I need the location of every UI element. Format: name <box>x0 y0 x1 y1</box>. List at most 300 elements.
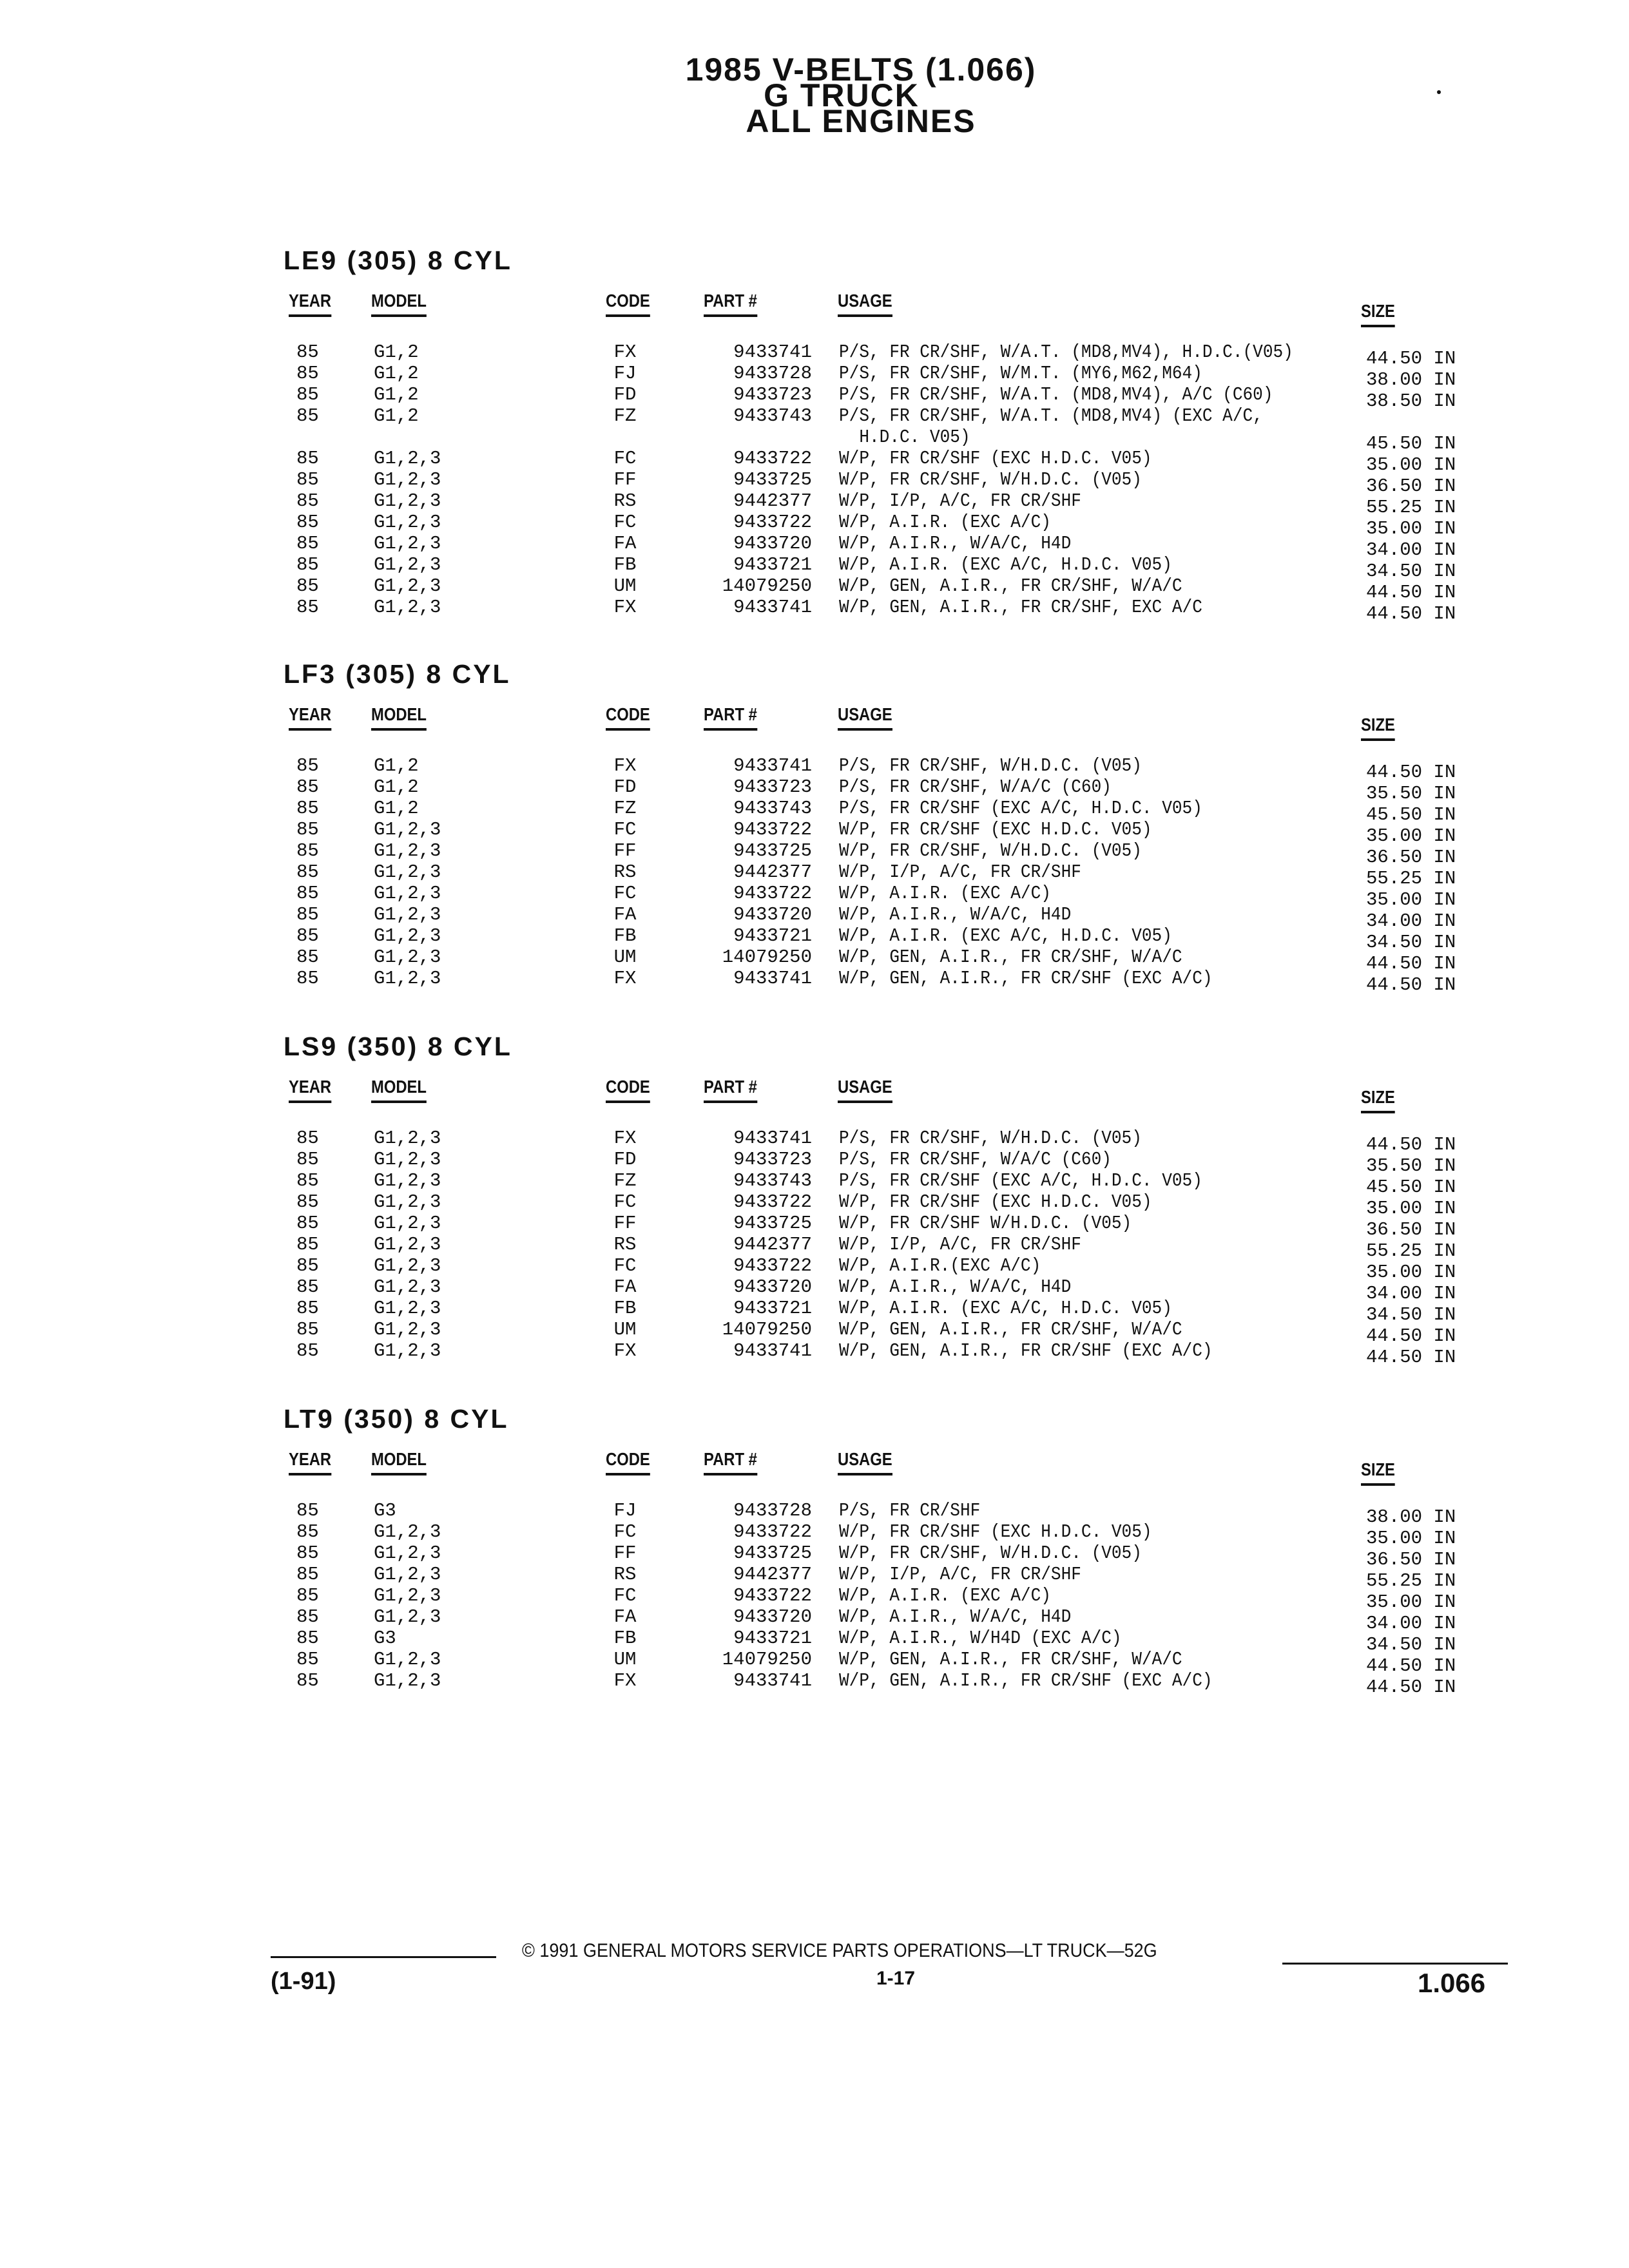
cell-part: 9433720 <box>733 1606 812 1628</box>
cell-year: 85 <box>296 597 319 618</box>
cell-size: 35.00 IN <box>1366 1262 1456 1283</box>
engine-section-lt9 <box>284 1403 1508 1698</box>
cell-usage: W/P, FR CR/SHF (EXC H.D.C. V05) <box>839 1521 1152 1542</box>
cell-model: G3 <box>374 1500 396 1521</box>
cell-size: 44.50 IN <box>1366 1325 1456 1347</box>
cell-code: FX <box>613 968 637 989</box>
cell-part: 9433725 <box>733 469 812 490</box>
cell-year: 85 <box>296 1500 319 1521</box>
cell-part: 9433725 <box>733 1213 812 1234</box>
cell-model: G1,2 <box>374 341 419 363</box>
cell-model: G1,2,3 <box>374 1521 441 1542</box>
cell-code: FD <box>613 776 637 798</box>
table-row <box>284 1319 1508 1347</box>
cell-size: 36.50 IN <box>1366 476 1456 497</box>
cell-part: 9433728 <box>733 1500 812 1521</box>
cell-size: 44.50 IN <box>1366 1677 1456 1698</box>
cell-usage: W/P, FR CR/SHF W/H.D.C. (V05) <box>839 1213 1132 1234</box>
cell-size: 35.00 IN <box>1366 1198 1456 1219</box>
cell-code: FC <box>613 1255 637 1276</box>
cell-code: RS <box>613 490 637 512</box>
table-row <box>284 1128 1508 1155</box>
cell-size: 35.00 IN <box>1366 825 1456 847</box>
cell-model: G1,2,3 <box>374 1340 441 1361</box>
cell-size: 34.00 IN <box>1366 910 1456 932</box>
cell-usage: W/P, I/P, A/C, FR CR/SHF <box>839 1234 1081 1255</box>
cell-part: 9433722 <box>733 1191 812 1213</box>
cell-code: FJ <box>613 1500 637 1521</box>
cell-usage: W/P, GEN, A.I.R., FR CR/SHF (EXC A/C) <box>839 1670 1213 1691</box>
col-part-header: PART # <box>704 1076 757 1103</box>
cell-usage: W/P, GEN, A.I.R., FR CR/SHF, W/A/C <box>839 1319 1182 1340</box>
cell-size: 55.25 IN <box>1366 868 1456 889</box>
cell-code: FX <box>613 1670 637 1691</box>
col-size-header: SIZE <box>1361 1086 1395 1113</box>
table-row <box>284 904 1508 932</box>
cell-year: 85 <box>296 968 319 989</box>
cell-code: FA <box>613 1276 637 1298</box>
cell-part: 9433722 <box>733 512 812 533</box>
cell-size: 44.50 IN <box>1366 762 1456 783</box>
cell-code: UM <box>613 575 637 597</box>
table-row <box>284 861 1508 889</box>
cell-year: 85 <box>296 554 319 575</box>
title-line-3: ALL ENGINES <box>746 103 976 139</box>
cell-usage: P/S, FR CR/SHF, W/A/C (C60) <box>839 1149 1112 1170</box>
cell-usage: W/P, A.I.R. (EXC A/C, H.D.C. V05) <box>839 554 1172 575</box>
footer-rule-right <box>1282 1963 1508 1965</box>
table-row <box>284 1670 1508 1698</box>
table-row <box>284 405 1508 427</box>
engine-section-lf3 <box>284 658 1508 995</box>
cell-part: 14079250 <box>722 947 812 968</box>
cell-usage: W/P, I/P, A/C, FR CR/SHF <box>839 861 1081 883</box>
cell-year: 85 <box>296 904 319 925</box>
cell-year: 85 <box>296 947 319 968</box>
cell-code: FX <box>613 1128 637 1149</box>
cell-year: 85 <box>296 819 319 840</box>
cell-usage: W/P, FR CR/SHF (EXC H.D.C. V05) <box>839 1191 1152 1213</box>
cell-model: G1,2,3 <box>374 533 441 554</box>
column-headers <box>284 290 1508 336</box>
cell-model: G1,2,3 <box>374 490 441 512</box>
cell-part: 9433743 <box>733 1170 812 1191</box>
table-row <box>284 1213 1508 1240</box>
cell-code: FB <box>613 554 637 575</box>
cell-code: FC <box>613 883 637 904</box>
cell-year: 85 <box>296 798 319 819</box>
col-part-header: PART # <box>704 704 757 731</box>
cell-model: G1,2,3 <box>374 925 441 947</box>
cell-part: 9433721 <box>733 1628 812 1649</box>
cell-size: 55.25 IN <box>1366 1240 1456 1262</box>
cell-model: G1,2,3 <box>374 1170 441 1191</box>
cell-model: G1,2,3 <box>374 1542 441 1564</box>
cell-size: 35.50 IN <box>1366 1155 1456 1177</box>
col-part-header: PART # <box>704 290 757 317</box>
table-row <box>284 968 1508 995</box>
table-row <box>284 1649 1508 1677</box>
cell-model: G1,2,3 <box>374 1585 441 1606</box>
cell-year: 85 <box>296 1606 319 1628</box>
cell-usage: W/P, GEN, A.I.R., FR CR/SHF, W/A/C <box>839 947 1182 968</box>
cell-model: G1,2,3 <box>374 1319 441 1340</box>
footer-rule-left <box>271 1956 496 1958</box>
cell-code: FX <box>613 1340 637 1361</box>
cell-size: 34.50 IN <box>1366 561 1456 582</box>
col-usage-header: USAGE <box>838 1448 892 1475</box>
col-model-header: MODEL <box>371 290 427 317</box>
cell-size: 55.25 IN <box>1366 497 1456 518</box>
cell-code: UM <box>613 1319 637 1340</box>
cell-year: 85 <box>296 1564 319 1585</box>
cell-usage: W/P, GEN, A.I.R., FR CR/SHF (EXC A/C) <box>839 968 1213 989</box>
cell-code: FC <box>613 1191 637 1213</box>
cell-part: 14079250 <box>722 1649 812 1670</box>
table-row <box>284 947 1508 974</box>
cell-year: 85 <box>296 1298 319 1319</box>
table-row <box>284 341 1508 369</box>
column-headers <box>284 1076 1508 1122</box>
cell-usage: W/P, FR CR/SHF, W/H.D.C. (V05) <box>839 840 1142 861</box>
cell-part: 9433723 <box>733 1149 812 1170</box>
cell-year: 85 <box>296 1149 319 1170</box>
cell-year: 85 <box>296 575 319 597</box>
cell-part: 9442377 <box>733 1564 812 1585</box>
col-part-header: PART # <box>704 1448 757 1475</box>
col-code-header: CODE <box>606 1076 650 1103</box>
cell-model: G1,2,3 <box>374 597 441 618</box>
cell-model: G3 <box>374 1628 396 1649</box>
table-row <box>284 925 1508 953</box>
cell-code: FD <box>613 1149 637 1170</box>
cell-code: FZ <box>613 798 637 819</box>
cell-usage: W/P, GEN, A.I.R., FR CR/SHF (EXC A/C) <box>839 1340 1213 1361</box>
footer-page-number: 1-17 <box>876 1968 916 1989</box>
cell-usage: W/P, GEN, A.I.R., FR CR/SHF, EXC A/C <box>839 597 1202 618</box>
cell-part: 14079250 <box>722 1319 812 1340</box>
cell-year: 85 <box>296 384 319 405</box>
table-row <box>284 427 1508 454</box>
cell-year: 85 <box>296 1213 319 1234</box>
cell-model: G1,2,3 <box>374 1234 441 1255</box>
cell-code: FZ <box>613 1170 637 1191</box>
cell-code: FA <box>613 1606 637 1628</box>
parts-table <box>284 1500 1508 1698</box>
cell-code: FB <box>613 1628 637 1649</box>
cell-model: G1,2,3 <box>374 554 441 575</box>
cell-size: 44.50 IN <box>1366 1347 1456 1368</box>
cell-usage: W/P, A.I.R., W/A/C, H4D <box>839 533 1072 554</box>
cell-size: 38.00 IN <box>1366 369 1456 390</box>
cell-usage: P/S, FR CR/SHF (EXC A/C, H.D.C. V05) <box>839 798 1202 819</box>
cell-year: 85 <box>296 1255 319 1276</box>
cell-year: 85 <box>296 363 319 384</box>
cell-code: FF <box>613 469 637 490</box>
engine-section-ls9 <box>284 1031 1508 1368</box>
cell-usage: W/P, A.I.R., W/H4D (EXC A/C) <box>839 1628 1122 1649</box>
cell-size: 44.50 IN <box>1366 348 1456 369</box>
cell-year: 85 <box>296 1234 319 1255</box>
cell-code: FC <box>613 819 637 840</box>
cell-usage: P/S, FR CR/SHF, W/A.T. (MD8,MV4), A/C (C60) <box>839 384 1273 405</box>
cell-code: FZ <box>613 405 637 427</box>
cell-usage: W/P, A.I.R.(EXC A/C) <box>839 1255 1041 1276</box>
cell-code: FA <box>613 904 637 925</box>
cell-model: G1,2,3 <box>374 819 441 840</box>
cell-usage: W/P, A.I.R., W/A/C, H4D <box>839 904 1072 925</box>
cell-usage: P/S, FR CR/SHF (EXC A/C, H.D.C. V05) <box>839 1170 1202 1191</box>
cell-part: 9433725 <box>733 840 812 861</box>
col-code-header: CODE <box>606 290 650 317</box>
cell-model: G1,2,3 <box>374 840 441 861</box>
cell-year: 85 <box>296 405 319 427</box>
cell-code: FA <box>613 533 637 554</box>
col-year-header: YEAR <box>289 704 331 731</box>
col-size-header: SIZE <box>1361 1459 1395 1486</box>
cell-size: 44.50 IN <box>1366 582 1456 603</box>
parts-table <box>284 341 1508 624</box>
cell-usage: W/P, GEN, A.I.R., FR CR/SHF, W/A/C <box>839 575 1182 597</box>
cell-part: 9433722 <box>733 1585 812 1606</box>
table-row <box>284 575 1508 603</box>
title-line-2: G TRUCK <box>764 77 920 113</box>
footer-copyright: © 1991 GENERAL MOTORS SERVICE PARTS OPERATIONS—LT TRUCK—52G <box>522 1940 1157 1961</box>
cell-year: 85 <box>296 512 319 533</box>
cell-usage: H.D.C. V05) <box>839 427 970 448</box>
section-title: LT9 (350) 8 CYL <box>284 1404 509 1434</box>
cell-usage: W/P, A.I.R. (EXC A/C, H.D.C. V05) <box>839 925 1172 947</box>
cell-part: 9433720 <box>733 1276 812 1298</box>
cell-code: FX <box>613 755 637 776</box>
cell-part: 9433720 <box>733 904 812 925</box>
col-model-header: MODEL <box>371 1448 427 1475</box>
cell-model: G1,2,3 <box>374 1128 441 1149</box>
cell-usage: P/S, FR CR/SHF, W/A/C (C60) <box>839 776 1112 798</box>
cell-part: 9433723 <box>733 776 812 798</box>
table-row <box>284 1191 1508 1219</box>
cell-part: 9433741 <box>733 597 812 618</box>
cell-model: G1,2,3 <box>374 1276 441 1298</box>
cell-part: 9433725 <box>733 1542 812 1564</box>
cell-part: 9433722 <box>733 883 812 904</box>
table-row <box>284 1606 1508 1634</box>
cell-part: 9433728 <box>733 363 812 384</box>
cell-model: G1,2,3 <box>374 861 441 883</box>
table-row <box>284 840 1508 868</box>
cell-code: FJ <box>613 363 637 384</box>
column-headers <box>284 704 1508 750</box>
cell-model: G1,2,3 <box>374 1670 441 1691</box>
table-row <box>284 1628 1508 1655</box>
table-row <box>284 755 1508 783</box>
cell-code: FC <box>613 512 637 533</box>
cell-usage: W/P, A.I.R. (EXC A/C) <box>839 512 1051 533</box>
cell-code: UM <box>613 947 637 968</box>
cell-size: 45.50 IN <box>1366 1177 1456 1198</box>
col-year-header: YEAR <box>289 290 331 317</box>
cell-code: FX <box>613 341 637 363</box>
cell-usage: P/S, FR CR/SHF, W/H.D.C. (V05) <box>839 1128 1142 1149</box>
col-model-header: MODEL <box>371 1076 427 1103</box>
col-code-header: CODE <box>606 1448 650 1475</box>
cell-code: FF <box>613 1542 637 1564</box>
cell-part: 9433721 <box>733 1298 812 1319</box>
cell-size: 35.00 IN <box>1366 1528 1456 1549</box>
cell-model: G1,2,3 <box>374 904 441 925</box>
table-row <box>284 533 1508 561</box>
cell-part: 9433721 <box>733 925 812 947</box>
table-row <box>284 819 1508 847</box>
cell-usage: W/P, GEN, A.I.R., FR CR/SHF, W/A/C <box>839 1649 1182 1670</box>
cell-usage: W/P, A.I.R. (EXC A/C) <box>839 1585 1051 1606</box>
cell-year: 85 <box>296 1191 319 1213</box>
cell-model: G1,2,3 <box>374 1191 441 1213</box>
cell-part: 9433741 <box>733 755 812 776</box>
table-row <box>284 1564 1508 1591</box>
col-size-header: SIZE <box>1361 300 1395 327</box>
cell-model: G1,2,3 <box>374 1255 441 1276</box>
cell-code: FC <box>613 448 637 469</box>
cell-usage: P/S, FR CR/SHF, W/A.T. (MD8,MV4), H.D.C.(V05) <box>839 341 1293 363</box>
cell-code: FF <box>613 1213 637 1234</box>
table-row <box>284 1521 1508 1549</box>
cell-usage: W/P, FR CR/SHF, W/H.D.C. (V05) <box>839 469 1142 490</box>
cell-year: 85 <box>296 490 319 512</box>
cell-size: 35.00 IN <box>1366 889 1456 910</box>
cell-year: 85 <box>296 1542 319 1564</box>
cell-size: 35.00 IN <box>1366 454 1456 476</box>
cell-model: G1,2 <box>374 776 419 798</box>
cell-code: FF <box>613 840 637 861</box>
scan-speck <box>1437 90 1441 94</box>
cell-size: 44.50 IN <box>1366 1655 1456 1677</box>
cell-year: 85 <box>296 1276 319 1298</box>
cell-model: G1,2 <box>374 384 419 405</box>
table-row <box>284 363 1508 390</box>
cell-year: 85 <box>296 776 319 798</box>
cell-code: RS <box>613 1564 637 1585</box>
section-title: LS9 (350) 8 CYL <box>284 1032 512 1061</box>
cell-part: 14079250 <box>722 575 812 597</box>
col-size-header: SIZE <box>1361 714 1395 741</box>
footer-section-number: 1.066 <box>1418 1968 1486 1998</box>
cell-model: G1,2,3 <box>374 575 441 597</box>
table-row <box>284 1170 1508 1198</box>
cell-part: 9433741 <box>733 341 812 363</box>
cell-size: 35.00 IN <box>1366 1591 1456 1613</box>
cell-size: 34.00 IN <box>1366 539 1456 561</box>
cell-size: 45.50 IN <box>1366 804 1456 825</box>
parts-table <box>284 755 1508 995</box>
cell-model: G1,2,3 <box>374 1149 441 1170</box>
cell-size: 35.00 IN <box>1366 518 1456 539</box>
footer-revision-date: (1-91) <box>271 1968 336 1995</box>
col-year-header: YEAR <box>289 1448 331 1475</box>
cell-part: 9442377 <box>733 861 812 883</box>
table-row <box>284 1149 1508 1177</box>
col-model-header: MODEL <box>371 704 427 731</box>
cell-model: G1,2,3 <box>374 947 441 968</box>
cell-size: 34.50 IN <box>1366 932 1456 953</box>
cell-part: 9442377 <box>733 490 812 512</box>
table-row <box>284 384 1508 412</box>
cell-code: FC <box>613 1585 637 1606</box>
cell-size: 44.50 IN <box>1366 603 1456 624</box>
cell-year: 85 <box>296 1319 319 1340</box>
cell-usage: W/P, FR CR/SHF (EXC H.D.C. V05) <box>839 448 1152 469</box>
cell-year: 85 <box>296 533 319 554</box>
cell-part: 9433741 <box>733 1128 812 1149</box>
table-row <box>284 490 1508 518</box>
table-row <box>284 1500 1508 1528</box>
table-row <box>284 448 1508 476</box>
cell-part: 9433723 <box>733 384 812 405</box>
cell-model: G1,2,3 <box>374 512 441 533</box>
cell-year: 85 <box>296 1340 319 1361</box>
engine-section-le9 <box>284 245 1508 624</box>
cell-year: 85 <box>296 1670 319 1691</box>
cell-size: 34.50 IN <box>1366 1634 1456 1655</box>
cell-size: 44.50 IN <box>1366 1134 1456 1155</box>
cell-model: G1,2,3 <box>374 1649 441 1670</box>
cell-size: 36.50 IN <box>1366 847 1456 868</box>
cell-size: 38.50 IN <box>1366 390 1456 412</box>
cell-part: 9433721 <box>733 554 812 575</box>
table-row <box>284 883 1508 910</box>
cell-model: G1,2,3 <box>374 1298 441 1319</box>
cell-part: 9433741 <box>733 1340 812 1361</box>
page-footer <box>0 1939 1629 2017</box>
cell-year: 85 <box>296 840 319 861</box>
cell-code: FD <box>613 384 637 405</box>
column-headers <box>284 1448 1508 1495</box>
cell-part: 9433722 <box>733 819 812 840</box>
cell-size: 34.00 IN <box>1366 1283 1456 1304</box>
col-code-header: CODE <box>606 704 650 731</box>
col-usage-header: USAGE <box>838 704 892 731</box>
cell-usage: W/P, A.I.R. (EXC A/C) <box>839 883 1051 904</box>
parts-table <box>284 1128 1508 1368</box>
title-line-1: 1985 V-BELTS (1.066) <box>685 52 1037 88</box>
cell-code: FB <box>613 925 637 947</box>
cell-year: 85 <box>296 1628 319 1649</box>
table-row <box>284 1340 1508 1368</box>
cell-part: 9433722 <box>733 1255 812 1276</box>
table-row <box>284 798 1508 825</box>
cell-year: 85 <box>296 1649 319 1670</box>
col-usage-header: USAGE <box>838 1076 892 1103</box>
cell-part: 9433741 <box>733 1670 812 1691</box>
cell-year: 85 <box>296 755 319 776</box>
cell-size: 45.50 IN <box>1366 433 1456 454</box>
page-title <box>0 52 1629 139</box>
cell-model: G1,2,3 <box>374 448 441 469</box>
cell-size: 34.50 IN <box>1366 1304 1456 1325</box>
cell-year: 85 <box>296 883 319 904</box>
cell-year: 85 <box>296 925 319 947</box>
cell-year: 85 <box>296 469 319 490</box>
cell-size: 35.50 IN <box>1366 783 1456 804</box>
cell-part: 9433722 <box>733 1521 812 1542</box>
table-row <box>284 1276 1508 1304</box>
cell-model: G1,2,3 <box>374 883 441 904</box>
cell-size: 36.50 IN <box>1366 1549 1456 1570</box>
cell-part: 9433743 <box>733 798 812 819</box>
cell-part: 9433720 <box>733 533 812 554</box>
cell-model: G1,2,3 <box>374 968 441 989</box>
cell-part: 9433722 <box>733 448 812 469</box>
